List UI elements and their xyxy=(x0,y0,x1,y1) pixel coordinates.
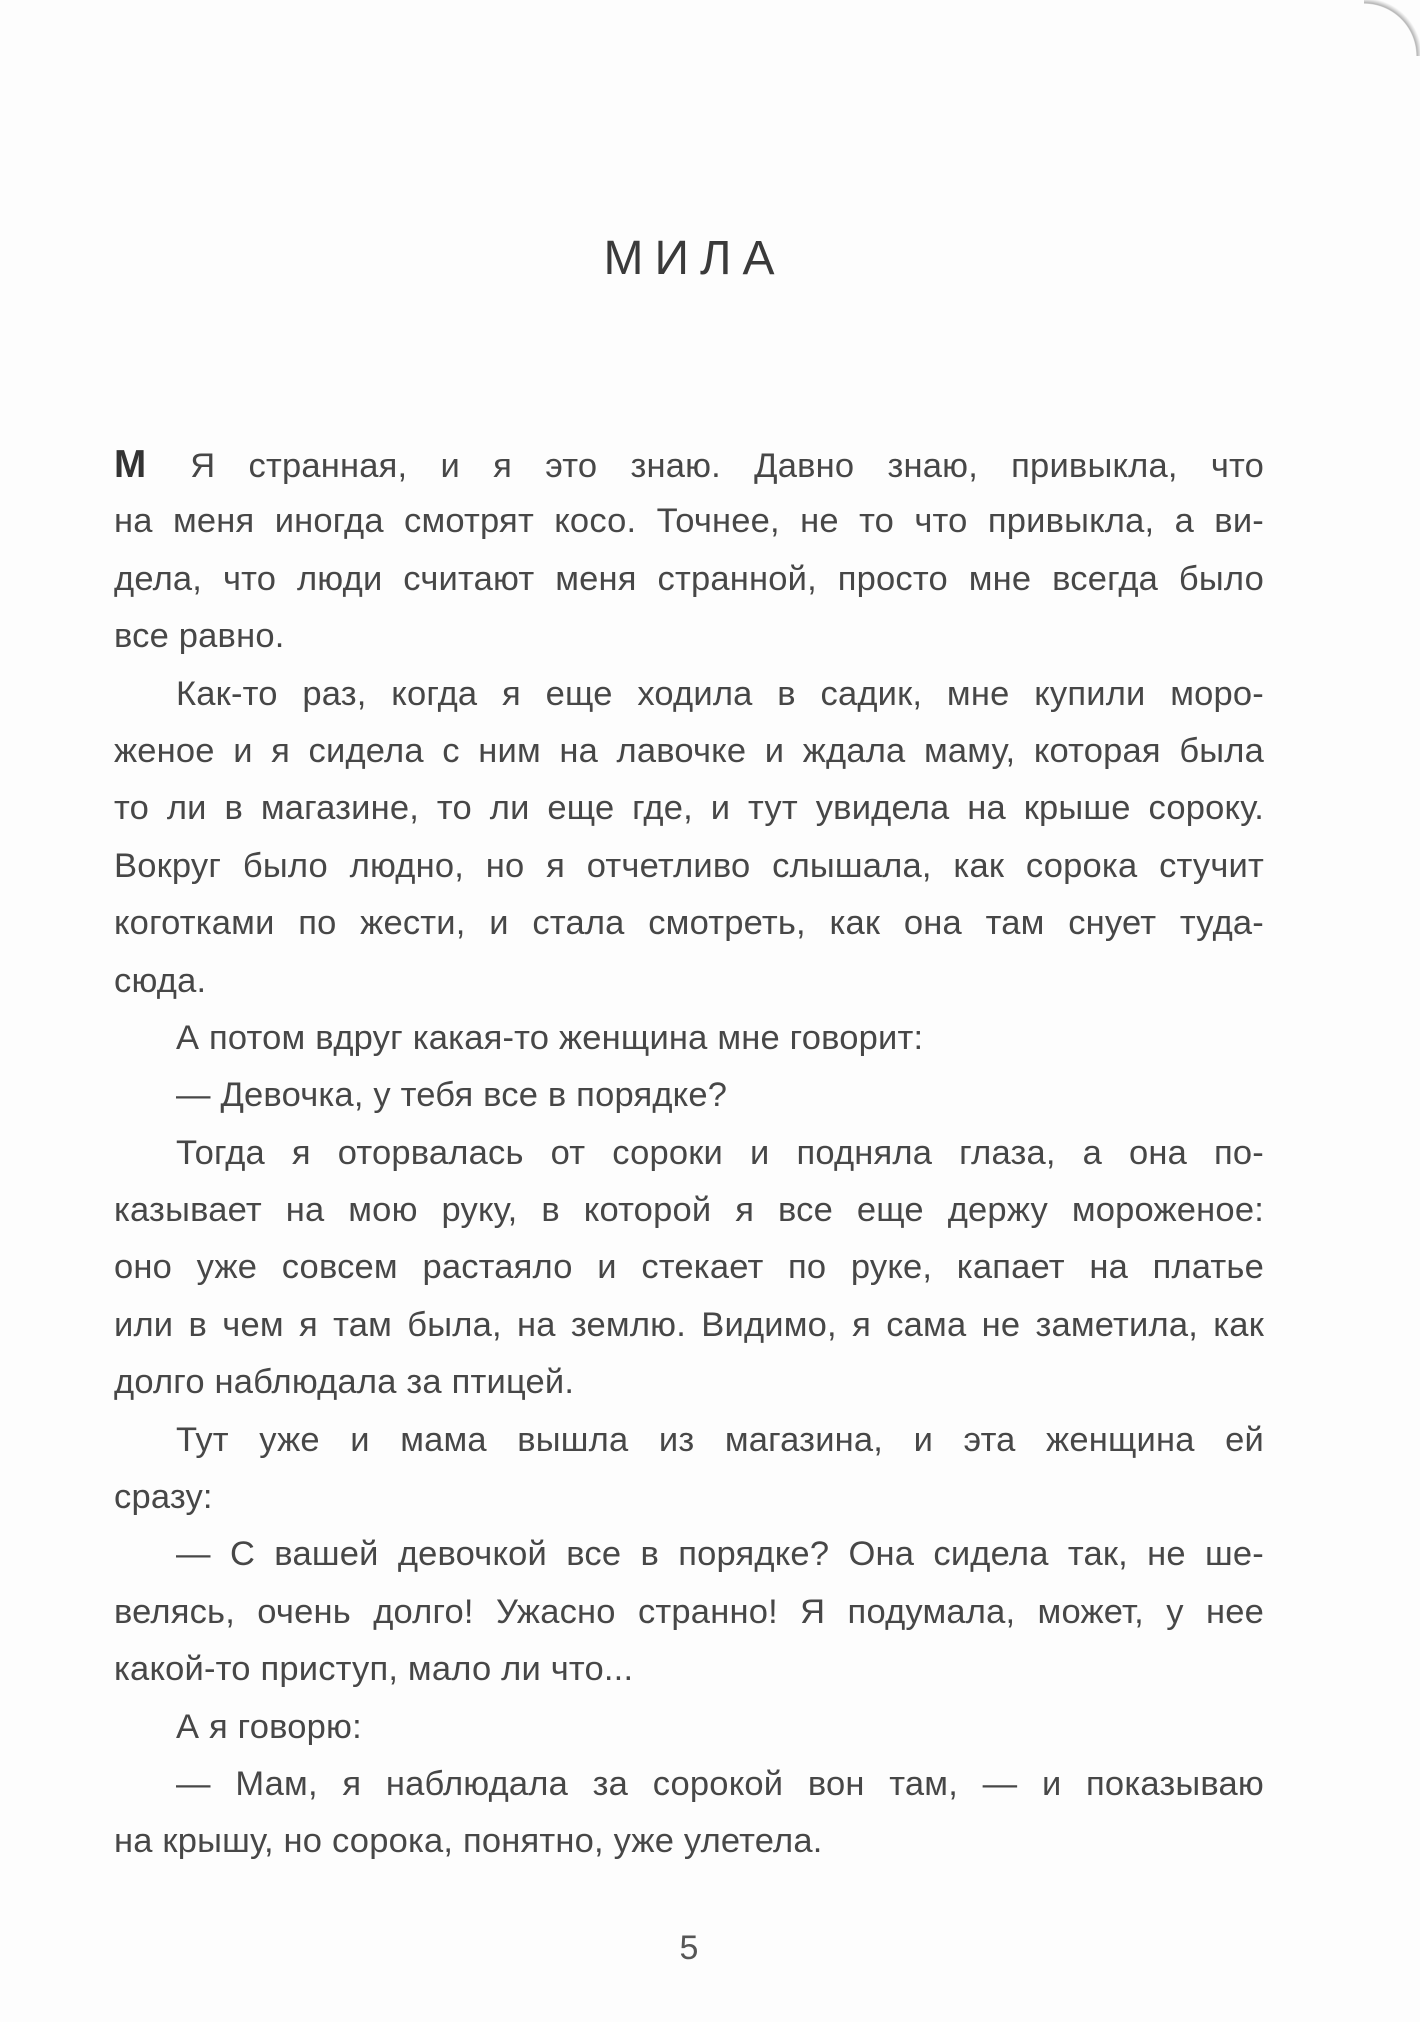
text-line: Тогда я оторвалась от сороки и подняла глаза, а она по- xyxy=(176,1133,1264,1172)
text-line: — С вашей девочкой все в порядке? Она сидела так, не ше- xyxy=(176,1535,1264,1574)
text-line: велясь, очень долго! Ужасно странно! Я подумала, может, у нее xyxy=(114,1592,1264,1631)
text-line: на меня иногда смотрят косо. Точнее, не то что привыкла, а ви- xyxy=(114,502,1264,541)
text-line: Вокруг было людно, но я отчетливо слышала, как сорока стучит xyxy=(114,846,1264,885)
scan-corner-artifact xyxy=(1364,0,1420,56)
body-text xyxy=(114,436,1264,1871)
text-line: на крышу, но сорока, понятно, уже улетела. xyxy=(114,1822,823,1861)
text-line: то ли в магазине, то ли еще где, и тут увидела на крыше сороку. xyxy=(114,789,1264,828)
text-line: все равно. xyxy=(114,617,285,656)
text-line: А потом вдруг какая-то женщина мне говорит: xyxy=(176,1018,924,1057)
text-line: коготками по жести, и стала смотреть, как она там снует туда- xyxy=(114,904,1264,943)
text-line: М Я странная, и я это знаю. Давно знаю, привыкла, что xyxy=(114,443,1264,486)
text-line: какой-то приступ, мало ли что... xyxy=(114,1650,634,1689)
text-line: Тут уже и мама вышла из магазина, и эта женщина ей xyxy=(176,1420,1264,1459)
text-line: сюда. xyxy=(114,961,207,1000)
chapter-title: МИЛА xyxy=(603,232,786,285)
text-line: — Девочка, у тебя все в порядке? xyxy=(176,1076,728,1115)
text-line: женое и я сидела с ним на лавочке и ждала маму, которая была xyxy=(114,731,1264,770)
text-line: сразу: xyxy=(114,1478,213,1517)
text-line: Как-то раз, когда я еще ходила в садик, мне купили моро- xyxy=(176,674,1264,713)
text-line: или в чем я там была, на землю. Видимо, я сама не заметила, как xyxy=(114,1305,1264,1344)
page-number: 5 xyxy=(679,1929,699,1967)
text-line: дела, что люди считают меня странной, просто мне всегда было xyxy=(114,559,1264,598)
text-line: казывает на мою руку, в которой я все еще держу мороженое: xyxy=(114,1191,1264,1230)
text-line: долго наблюдала за птицей. xyxy=(114,1363,575,1402)
paragraph-initial-letter: М xyxy=(114,443,147,486)
text-line: оно уже совсем растаяло и стекает по руке, капает на платье xyxy=(114,1248,1264,1287)
text-line: — Мам, я наблюдала за сорокой вон там, — и показываю xyxy=(176,1764,1264,1803)
text-line: А я говорю: xyxy=(176,1707,362,1746)
